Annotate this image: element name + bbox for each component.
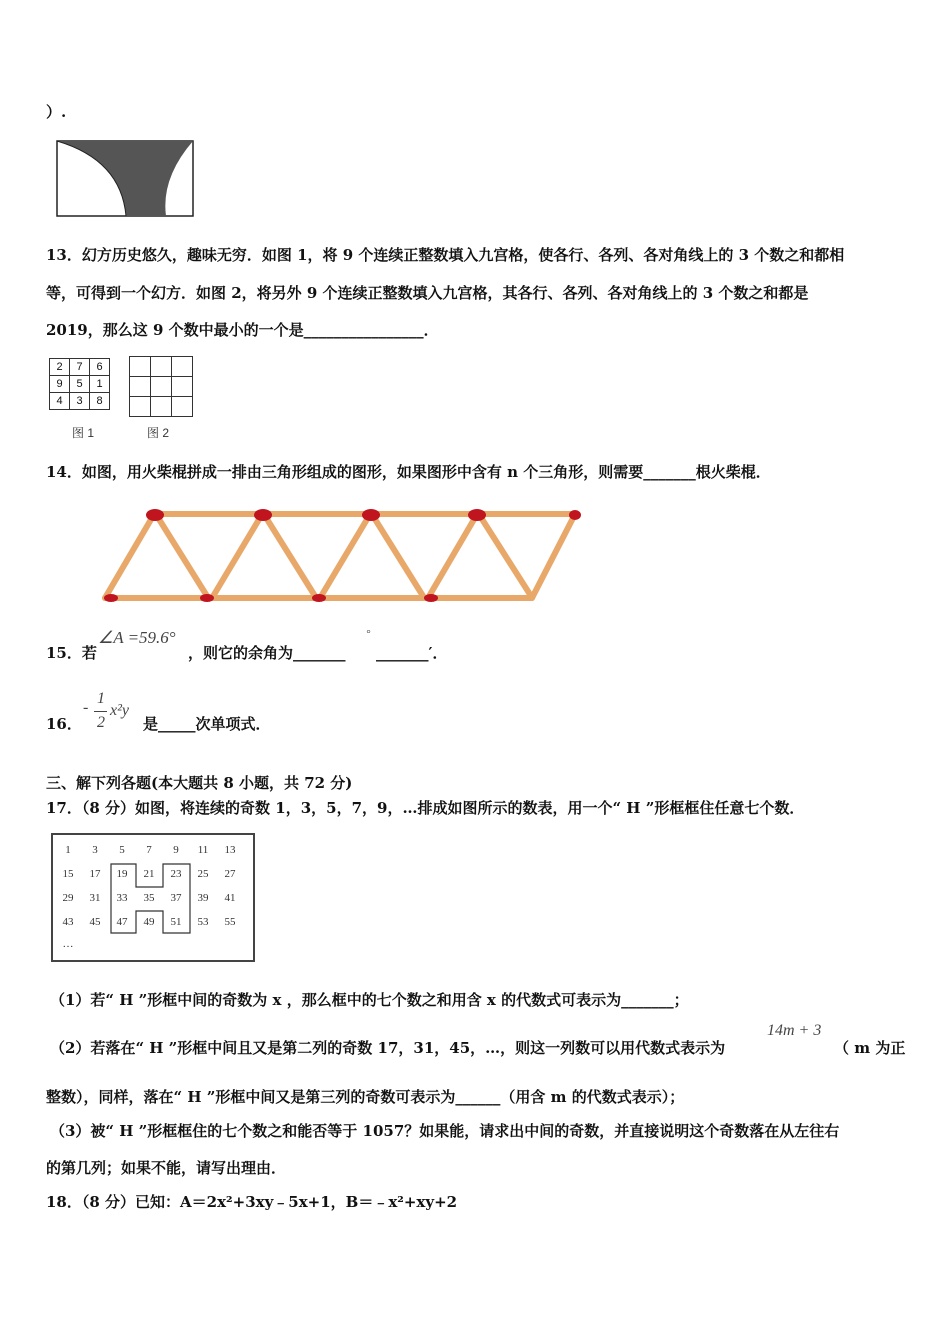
q16-frac-num: 1 <box>97 690 105 707</box>
q17-part3a: （3）被“ H ”形框框住的七个数之和能否等于 1057？如果能，请求出中间的奇数，并直接说明这个奇数落在从左往右 <box>50 1122 840 1140</box>
table-cell: 49 <box>143 916 155 928</box>
table-cell: 51 <box>170 916 182 928</box>
table-cell: 31 <box>89 892 101 904</box>
table-cell: 7 <box>146 844 152 856</box>
q17-part2b: （ m 为正 <box>834 1039 906 1057</box>
q18-text: 18．（8 分）已知：A＝2x²+3xy﹣5x+1，B＝﹣x²+xy+2 <box>46 1193 458 1211</box>
table-cell: 37 <box>170 892 182 904</box>
table-cell: 1 <box>65 844 71 856</box>
table-cell: 3 <box>92 844 98 856</box>
cell: 6 <box>90 359 110 376</box>
q17-part3b: 的第几列；如果不能，请写出理由． <box>46 1159 287 1177</box>
q16-prefix: 16． <box>46 715 82 733</box>
table-cell: 39 <box>197 892 209 904</box>
header-fragment: ）. <box>46 103 67 121</box>
q13-line3: 2019，那么这 9 个数中最小的一个是________________． <box>46 321 439 339</box>
magic-square-fig1 <box>49 358 110 410</box>
matchstick-figure <box>95 502 590 607</box>
q14-text: 14．如图，用火柴棍拼成一排由三角形组成的图形，如果图形中含有 n 个三角形，则需要_______根火柴棍． <box>46 463 771 481</box>
q17-text: 17．（8 分）如图，将连续的奇数 1，3，5，7，9，…排成如图所示的数表，用一个“ H ”形框框住任意七个数． <box>46 799 805 817</box>
table-cell: 17 <box>89 868 101 880</box>
q15-end: _______′． <box>376 644 448 662</box>
q16-suffix: 是_____次单项式． <box>143 715 271 733</box>
odd-number-table <box>51 833 255 962</box>
table-cell: 19 <box>116 868 128 880</box>
q15-prefix: 15．若 <box>46 644 97 662</box>
cell: 7 <box>70 359 90 376</box>
q15-suffix: ，则它的余角为_______ <box>188 644 346 662</box>
table-cell: 11 <box>197 844 209 856</box>
table-cell: 5 <box>119 844 125 856</box>
table-cell: 55 <box>224 916 236 928</box>
cell: 8 <box>90 393 110 410</box>
table-cell: 9 <box>173 844 179 856</box>
cell: 1 <box>90 376 110 393</box>
table-cell: 53 <box>197 916 209 928</box>
table-cell: 25 <box>197 868 209 880</box>
q16-var: x²y <box>110 702 129 719</box>
cell: 9 <box>50 376 70 393</box>
cell: 2 <box>50 359 70 376</box>
section-3-heading: 三、解下列各题(本大题共 8 小题，共 72 分) <box>46 774 353 792</box>
magic-square-fig2 <box>129 356 193 417</box>
q13-line1: 13．幻方历史悠久，趣味无穷．如图 1，将 9 个连续正整数填入九宫格，使各行、各列、各对角线上的 3 个数之和都相 <box>46 246 845 264</box>
cell: 5 <box>70 376 90 393</box>
q15-degree-symbol: ° <box>366 628 371 640</box>
table-cell: 43 <box>62 916 74 928</box>
table-cell: 15 <box>62 868 74 880</box>
table-cell: … <box>62 938 74 950</box>
q16-minus: - <box>83 699 89 716</box>
q17-part2c: 整数），同样，落在“ H ”形框中间又是第三列的奇数可表示为______（用含 m 的代数式表示）； <box>46 1088 685 1106</box>
cell: 4 <box>50 393 70 410</box>
cell: 3 <box>70 393 90 410</box>
fig1-label: 图 1 <box>72 426 95 440</box>
q17-part1: （1）若“ H ”形框中间的奇数为 x ，那么框中的七个数之和用含 x 的代数式可表示为_______； <box>50 991 689 1009</box>
q16-frac-bar <box>94 711 107 712</box>
table-cell: 41 <box>224 892 236 904</box>
table-cell: 21 <box>143 868 155 880</box>
table-cell: 23 <box>170 868 182 880</box>
q13-line2: 等，可得到一个幻方．如图 2，将另外 9 个连续正整数填入九宫格，其各行、各列、各对角线上的 3 个数之和都是 <box>46 284 809 302</box>
table-cell: 27 <box>224 868 236 880</box>
q15-formula: ∠A =59.6° <box>98 628 176 647</box>
q16-frac-den: 2 <box>97 714 105 731</box>
shaded-region-figure <box>56 140 196 218</box>
table-cell: 29 <box>62 892 74 904</box>
table-cell: 13 <box>224 844 236 856</box>
table-cell: 33 <box>116 892 128 904</box>
table-cell: 35 <box>143 892 155 904</box>
h-frame <box>53 835 253 960</box>
fig2-label: 图 2 <box>147 426 170 440</box>
q17-part2a: （2）若落在“ H ”形框中间且又是第二列的奇数 17，31，45，…，则这一列数可以用代数式表示为 <box>50 1039 726 1057</box>
table-cell: 45 <box>89 916 101 928</box>
table-cell: 47 <box>116 916 128 928</box>
q17-part2-formula: 14m + 3 <box>767 1022 822 1039</box>
